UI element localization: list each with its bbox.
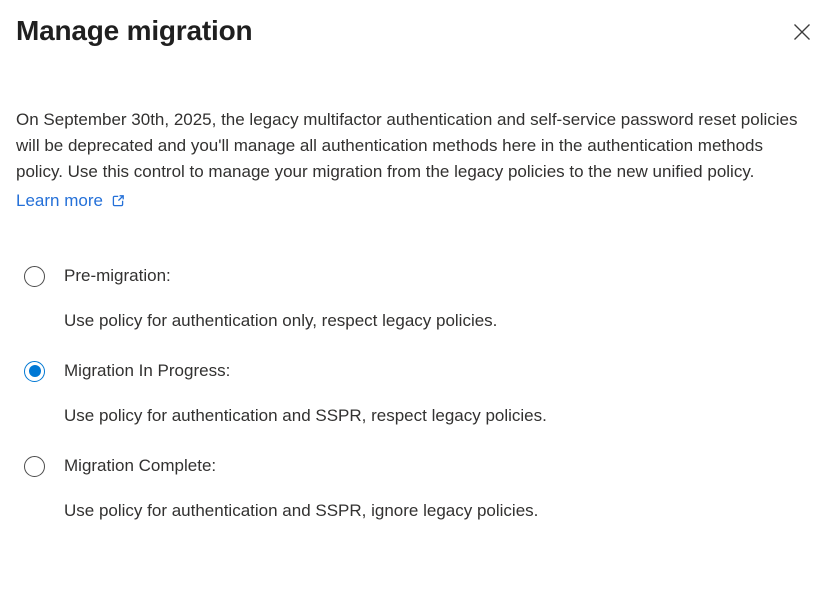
migration-options-group bbox=[16, 264, 812, 524]
migration-in-progress-radio-label: Migration In Progress: bbox=[64, 361, 231, 380]
migration-complete-description: Use policy for authentication and SSPR, ignore legacy policies. bbox=[64, 501, 539, 520]
pre-migration-radio-row[interactable] bbox=[16, 264, 812, 288]
option-migration-complete bbox=[16, 454, 812, 524]
migration-in-progress-radio-button[interactable] bbox=[24, 361, 45, 382]
intro-text: On September 30th, 2025, the legacy multifactor authentication and self-service password reset policies will be deprecated and you'll manage all authentication methods here in the authentication methods policy. Use this control to manage your migration from the legacy policies to the new unified policy. bbox=[16, 110, 798, 181]
pre-migration-radio-button[interactable] bbox=[24, 266, 45, 287]
learn-more-link[interactable] bbox=[16, 188, 126, 214]
pre-migration-radio-label: Pre-migration: bbox=[64, 266, 171, 285]
dialog-header bbox=[16, 12, 812, 50]
migration-complete-radio-row[interactable] bbox=[16, 454, 812, 478]
learn-more-label: Learn more bbox=[16, 191, 103, 210]
close-button[interactable] bbox=[788, 18, 816, 46]
page-title: Manage migration bbox=[16, 15, 253, 46]
migration-in-progress-radio-row[interactable] bbox=[16, 359, 812, 383]
migration-in-progress-description: Use policy for authentication and SSPR, respect legacy policies. bbox=[64, 406, 547, 425]
migration-complete-radio-button[interactable] bbox=[24, 456, 45, 477]
migration-complete-radio-label: Migration Complete: bbox=[64, 456, 217, 475]
external-link-icon bbox=[110, 193, 126, 209]
pre-migration-description: Use policy for authentication only, respect legacy policies. bbox=[64, 311, 498, 330]
option-migration-in-progress bbox=[16, 359, 812, 429]
close-icon bbox=[792, 22, 812, 42]
option-pre-migration bbox=[16, 264, 812, 334]
